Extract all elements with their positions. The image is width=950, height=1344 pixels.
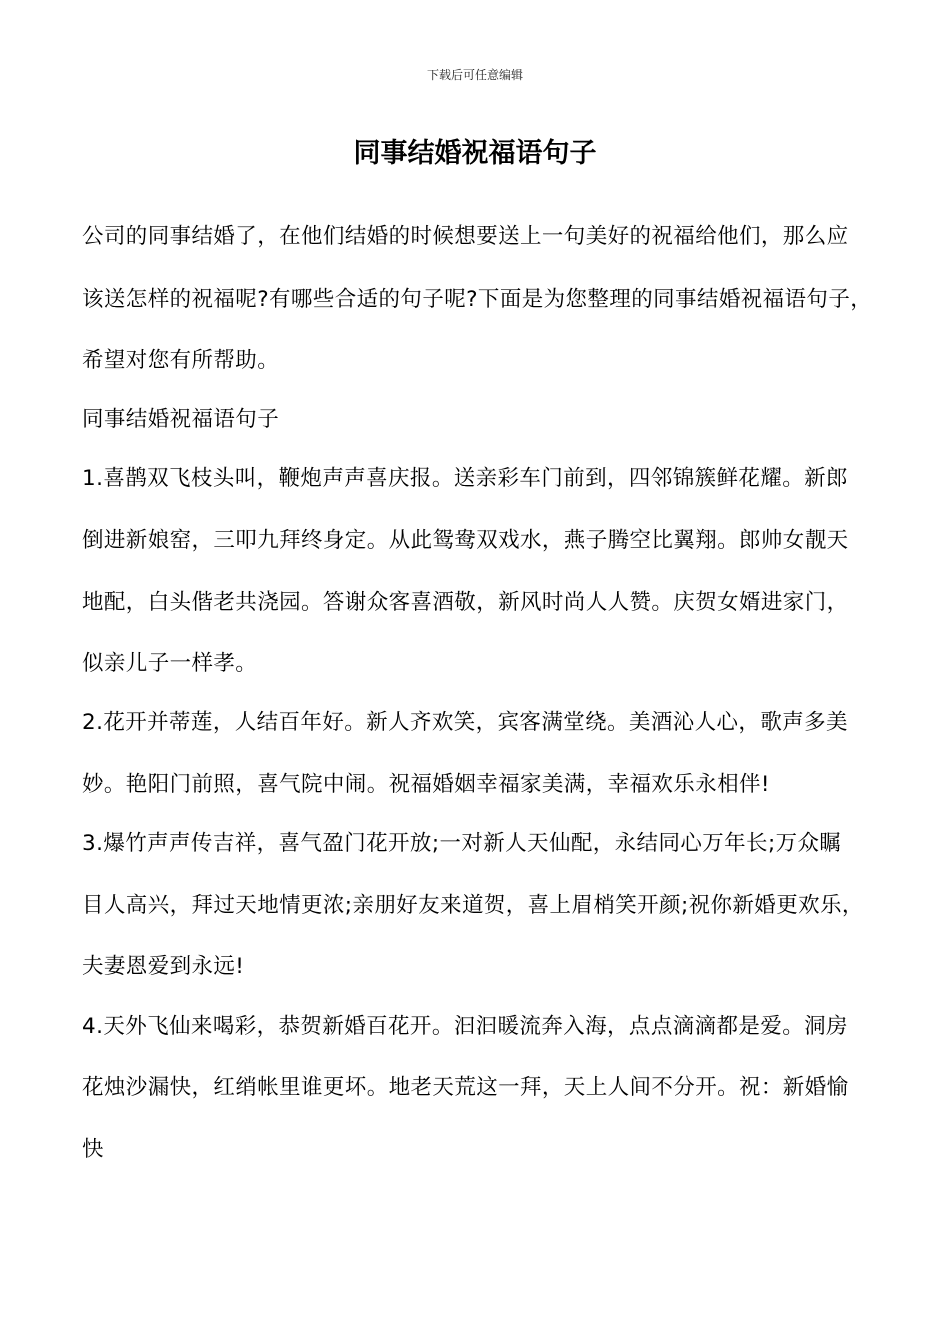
body-line: 1.喜鹊双飞枝头叫，鞭炮声声喜庆报。送亲彩车门前到，四邻锦簇鲜花耀。新郎 xyxy=(82,466,848,491)
body-line: 花烛沙漏快，红绡帐里谁更坏。地老天荒这一拜，天上人间不分开。祝：新婚愉 xyxy=(82,1075,849,1100)
body-line: 似亲儿子一样孝。 xyxy=(82,651,258,676)
body-line: 公司的同事结婚了，在他们结婚的时候想要送上一句美好的祝福给他们，那么应 xyxy=(82,224,849,249)
header-note: 下载后可任意编辑 xyxy=(426,68,523,82)
body-line: 2.花开并蒂莲，人结百年好。新人齐欢笑，宾客满堂绕。美酒沁人心，歌声多美 xyxy=(82,710,848,735)
body-line: 夫妻恩爱到永远! xyxy=(82,954,245,979)
body-line: 3.爆竹声声传吉祥，喜气盈门花开放;一对新人天仙配，永结同心万年长;万众瞩 xyxy=(82,831,842,856)
body-line: 倒进新娘窑，三叩九拜终身定。从此鸳鸯双戏水，燕子腾空比翼翔。郎帅女靓天 xyxy=(82,528,849,553)
body-line: 妙。艳阳门前照，喜气院中闹。祝福婚姻幸福家美满，幸福欢乐永相伴! xyxy=(82,772,770,797)
body-line: 快 xyxy=(82,1137,104,1162)
document-title: 同事结婚祝福语句子 xyxy=(353,138,597,169)
body-line: 希望对您有所帮助。 xyxy=(82,348,280,373)
section-heading: 同事结婚祝福语句子 xyxy=(82,407,280,432)
body-line: 该送怎样的祝福呢?有哪些合适的句子呢?下面是为您整理的同事结婚祝福语句子， xyxy=(82,287,873,312)
body-line: 目人高兴，拜过天地情更浓;亲朋好友来道贺，喜上眉梢笑开颜;祝你新婚更欢乐， xyxy=(82,893,864,918)
body-line: 4.天外飞仙来喝彩，恭贺新婚百花开。汩汩暖流奔入海，点点滴滴都是爱。洞房 xyxy=(82,1014,848,1039)
body-line: 地配，白头偕老共浇园。答谢众客喜酒敬，新风时尚人人赞。庆贺女婿进家门， xyxy=(82,590,849,615)
